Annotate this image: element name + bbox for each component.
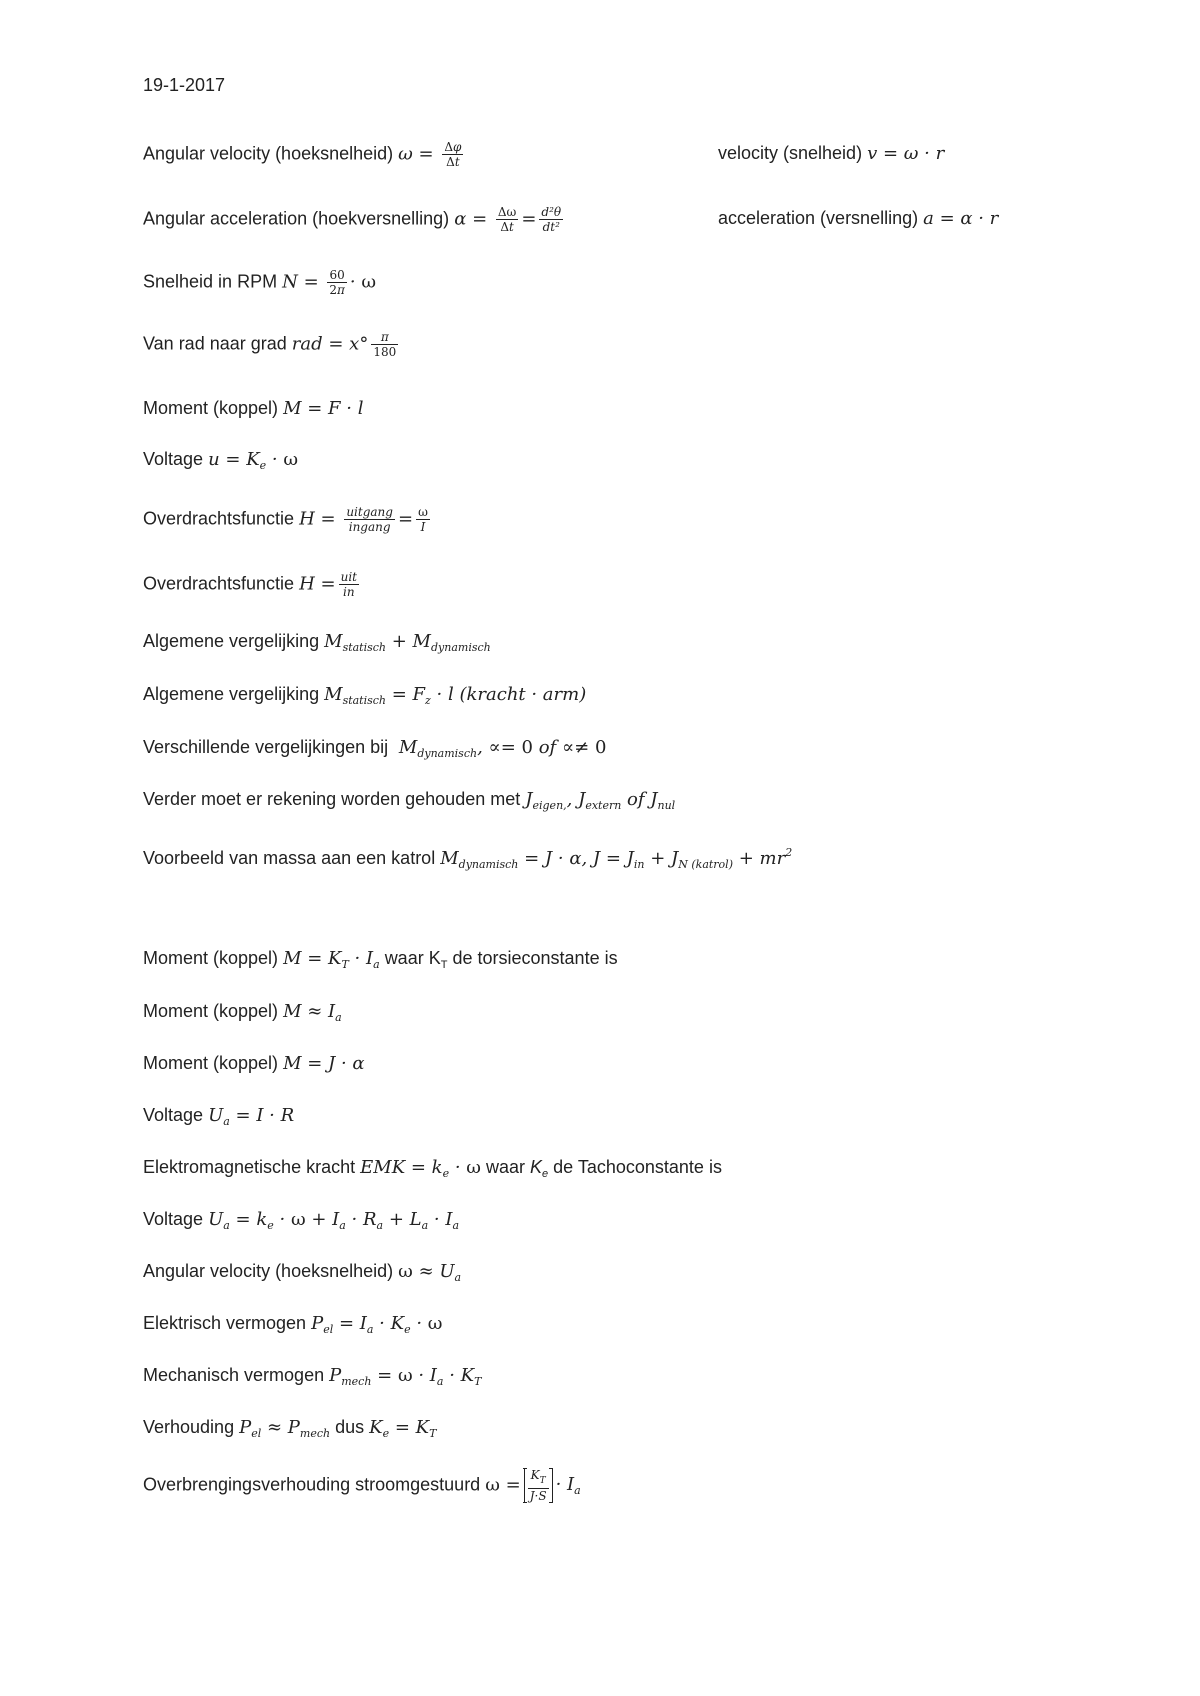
formula-angular-velocity-approx: Angular velocity (hoeksnelheid) $\omega \approx U_a$ bbox=[143, 1261, 462, 1284]
formula-label: Mechanisch vermogen bbox=[143, 1365, 325, 1385]
formula-suffix: de Tachoconstante is bbox=[553, 1157, 722, 1177]
formula-suffix: de torsieconstante is bbox=[452, 948, 618, 968]
formula-moment-j: Moment (koppel) M = J · α bbox=[143, 1053, 365, 1074]
formula-mechanical-power: Mechanisch vermogen $P_{mech} = \omega \cdot I_a \cdot K_T$ bbox=[143, 1365, 482, 1388]
formula-transfer-2: Overdrachtsfunctie H = $\frac{\text{uit}}{in}$ bbox=[143, 570, 357, 599]
formula-emk: Elektromagnetische kracht EMK = $k_e \cdot \omega$ waar $K_e$ de Tachoconstante is bbox=[143, 1157, 722, 1180]
formula-label: Voltage bbox=[143, 449, 204, 469]
formula-suffix-pre: waar bbox=[384, 948, 424, 968]
formula-label: Elektromagnetische kracht bbox=[143, 1157, 356, 1177]
formula-label: velocity (snelheid) bbox=[718, 143, 863, 163]
formula-transfer-1: Overdrachtsfunctie H = $\frac{\text{uitgang}}{\text{ingang}}$ = $\frac{\omega}{I}$ bbox=[143, 505, 428, 534]
formula-voltage-ir: Voltage $U_a = I \cdot R$ bbox=[143, 1105, 295, 1128]
formula-label: Moment (koppel) bbox=[143, 948, 279, 968]
formula-label: Voorbeeld van massa aan een katrol bbox=[143, 848, 436, 868]
formula-label: Algemene vergelijking bbox=[143, 631, 320, 651]
formula-label: Angular acceleration (hoekversnelling) bbox=[143, 208, 450, 229]
formula-label: Angular velocity (hoeksnelheid) bbox=[143, 143, 394, 164]
formula-mid: dus bbox=[335, 1417, 365, 1437]
formula-acceleration: acceleration (versnelling) a = α · r bbox=[718, 208, 999, 229]
formula-j-terms: Verder moet er rekening worden gehouden met $J_{eigen,}$, $J_{extern}$ of $J_{nul}$ bbox=[143, 789, 676, 812]
formula-label: Moment (koppel) bbox=[143, 1001, 279, 1021]
formula-label: Verschillende vergelijkingen bij bbox=[143, 737, 389, 757]
formula-label: Algemene vergelijking bbox=[143, 684, 320, 704]
formula-voltage: Voltage $u = K_e \cdot \omega$ bbox=[143, 449, 299, 472]
formula-rad-to-deg: Van rad naar grad rad = x° $\frac{\pi}{180}$ bbox=[143, 330, 397, 359]
formula-label: Voltage bbox=[143, 1209, 204, 1229]
formula-label: Overdrachtsfunctie bbox=[143, 508, 295, 529]
formula-label: Van rad naar grad bbox=[143, 333, 287, 354]
formula-different: Verschillende vergelijkingen bij $M_{dynamisch}$, ∝= 0 of ∝≠ 0 bbox=[143, 737, 607, 760]
formula-general-1: Algemene vergelijking $M_{statisch} + M_{dynamisch}$ bbox=[143, 631, 491, 654]
formula-pulley: Voorbeeld van massa aan een katrol $M_{dynamisch} = J \cdot \alpha$, $J = J_{in} + J_{N (katrol)} + mr^2$ bbox=[143, 846, 793, 871]
formula-label: Angular velocity (hoeksnelheid) bbox=[143, 1261, 394, 1281]
formula-label: Snelheid in RPM bbox=[143, 271, 278, 292]
formula-ratio: Verhouding $P_{el} \approx P_{mech}$ dus $K_e = K_T$ bbox=[143, 1417, 437, 1440]
formula-suffix-pre: waar bbox=[485, 1157, 525, 1177]
formula-velocity: velocity (snelheid) v = ω · r bbox=[718, 143, 945, 164]
formula-general-2: Algemene vergelijking $M_{statisch} = F_z \cdot l$ (kracht · arm) bbox=[143, 684, 587, 707]
formula-label: Verhouding bbox=[143, 1417, 235, 1437]
formula-electrical-power: Elektrisch vermogen $P_{el} = I_a \cdot K_e \cdot \omega$ bbox=[143, 1313, 443, 1336]
formula-label: Moment (koppel) bbox=[143, 1053, 279, 1073]
page-date: 19-1-2017 bbox=[143, 75, 226, 95]
formula-label: Elektrisch vermogen bbox=[143, 1313, 307, 1333]
formula-label: Verder moet er rekening worden gehouden met bbox=[143, 789, 521, 809]
formula-rpm: Snelheid in RPM N = $\frac{60}{2\pi}$ · ω bbox=[143, 268, 377, 297]
formula-label: Overdrachtsfunctie bbox=[143, 573, 295, 594]
formula-label: Voltage bbox=[143, 1105, 204, 1125]
formula-angular-velocity: Angular velocity (hoeksnelheid) ω = $\frac{\Delta\varphi}{\Delta t}$ bbox=[143, 140, 462, 169]
formula-label: acceleration (versnelling) bbox=[718, 208, 919, 228]
formula-moment-kt: Moment (koppel) $M = K_T \cdot I_a$ waar $K_T$ de torsieconstante is bbox=[143, 948, 618, 971]
formula-label: Moment (koppel) bbox=[143, 398, 279, 418]
formula-angular-acceleration: Angular acceleration (hoekversnelling) α = $\frac{\Delta\omega}{\Delta t}$ = $\frac{\text{d²θ}}{\text{dt²}}$ bbox=[143, 205, 562, 234]
formula-moment: Moment (koppel) M = F · l bbox=[143, 398, 364, 419]
formula-transmission: Overbrengingsverhouding stroomgestuurd ω = $\frac{K_T}{J\cdot S}$ · $I_a$ bbox=[143, 1468, 581, 1503]
formula-moment-approx: Moment (koppel) $M \approx I_a$ bbox=[143, 1001, 342, 1024]
formula-voltage-full: Voltage $U_a = k_e \cdot \omega + I_a \cdot R_a + L_a \cdot I_a$ bbox=[143, 1209, 459, 1232]
formula-label: Overbrengingsverhouding stroomgestuurd bbox=[143, 1474, 481, 1495]
